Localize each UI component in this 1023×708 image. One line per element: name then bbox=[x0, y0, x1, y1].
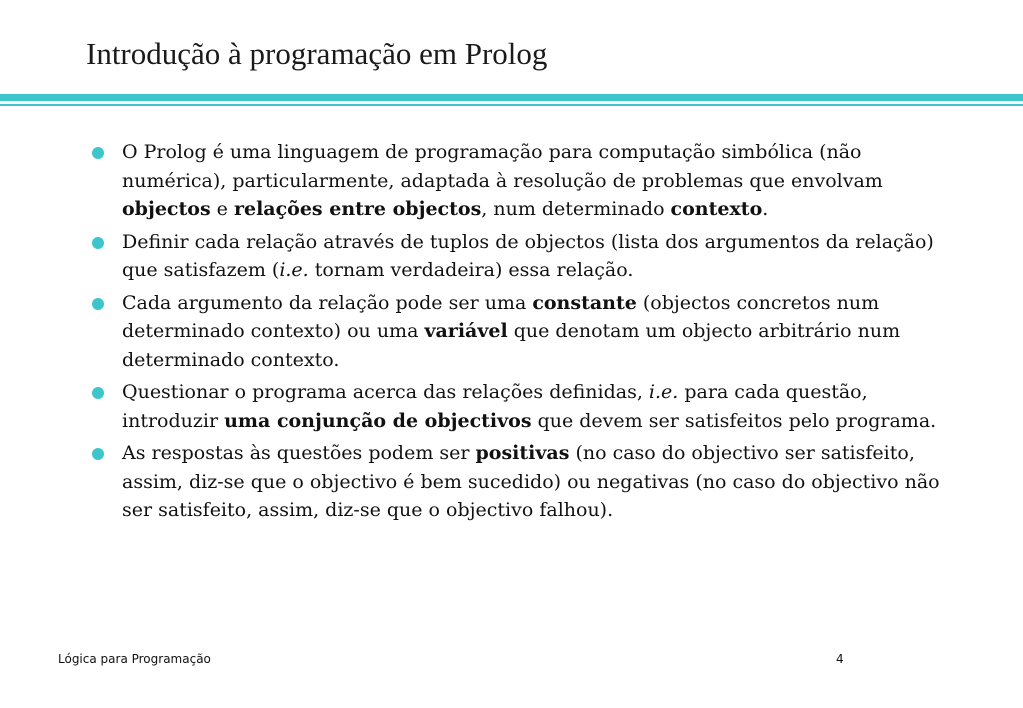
bullet-list bbox=[90, 138, 960, 529]
bullet-text: O Prolog é uma linguagem de programação para computação simbólica (não numérica), particularmente, adaptada à resolução de problemas que envolvam objectos e relações entre objectos, num determinado contexto. bbox=[122, 141, 883, 220]
bullet-dot-icon bbox=[92, 448, 104, 460]
bullet-item bbox=[90, 228, 960, 285]
bullet-text: As respostas às questões podem ser positivas (no caso do objectivo ser satisfeito, assim, diz-se que o objectivo é bem sucedido) ou negativas (no caso do objectivo não ser satisfeito, assim, diz-se que o objectivo falhou). bbox=[122, 442, 940, 521]
title-underline-thick bbox=[0, 94, 1023, 101]
slide-title: Introdução à programação em Prolog bbox=[86, 36, 548, 71]
bullet-item bbox=[90, 378, 960, 435]
title-underline-thin bbox=[0, 104, 1023, 106]
footer-course-title: Lógica para Programação bbox=[58, 652, 211, 666]
bullet-dot-icon bbox=[92, 298, 104, 310]
footer-page-number: 4 bbox=[836, 652, 844, 666]
bullet-dot-icon bbox=[92, 147, 104, 159]
bullet-item bbox=[90, 138, 960, 224]
bullet-text: Definir cada relação através de tuplos de objectos (lista dos argumentos da relação) que satisfazem (i.e. tornam verdadeira) essa relação. bbox=[122, 230, 934, 281]
bullet-dot-icon bbox=[92, 387, 104, 399]
bullet-text: Questionar o programa acerca das relações definidas, i.e. para cada questão, introduzir uma conjunção de objectivos que devem ser satisfeitos pelo programa. bbox=[122, 381, 937, 432]
bullet-text: Cada argumento da relação pode ser uma constante (objectos concretos num determinado contexto) ou uma variável que denotam um objecto arbitrário num determinado contexto. bbox=[122, 291, 901, 371]
bullet-dot-icon bbox=[92, 237, 104, 249]
bullet-item bbox=[90, 439, 960, 525]
bullet-item bbox=[90, 289, 960, 375]
